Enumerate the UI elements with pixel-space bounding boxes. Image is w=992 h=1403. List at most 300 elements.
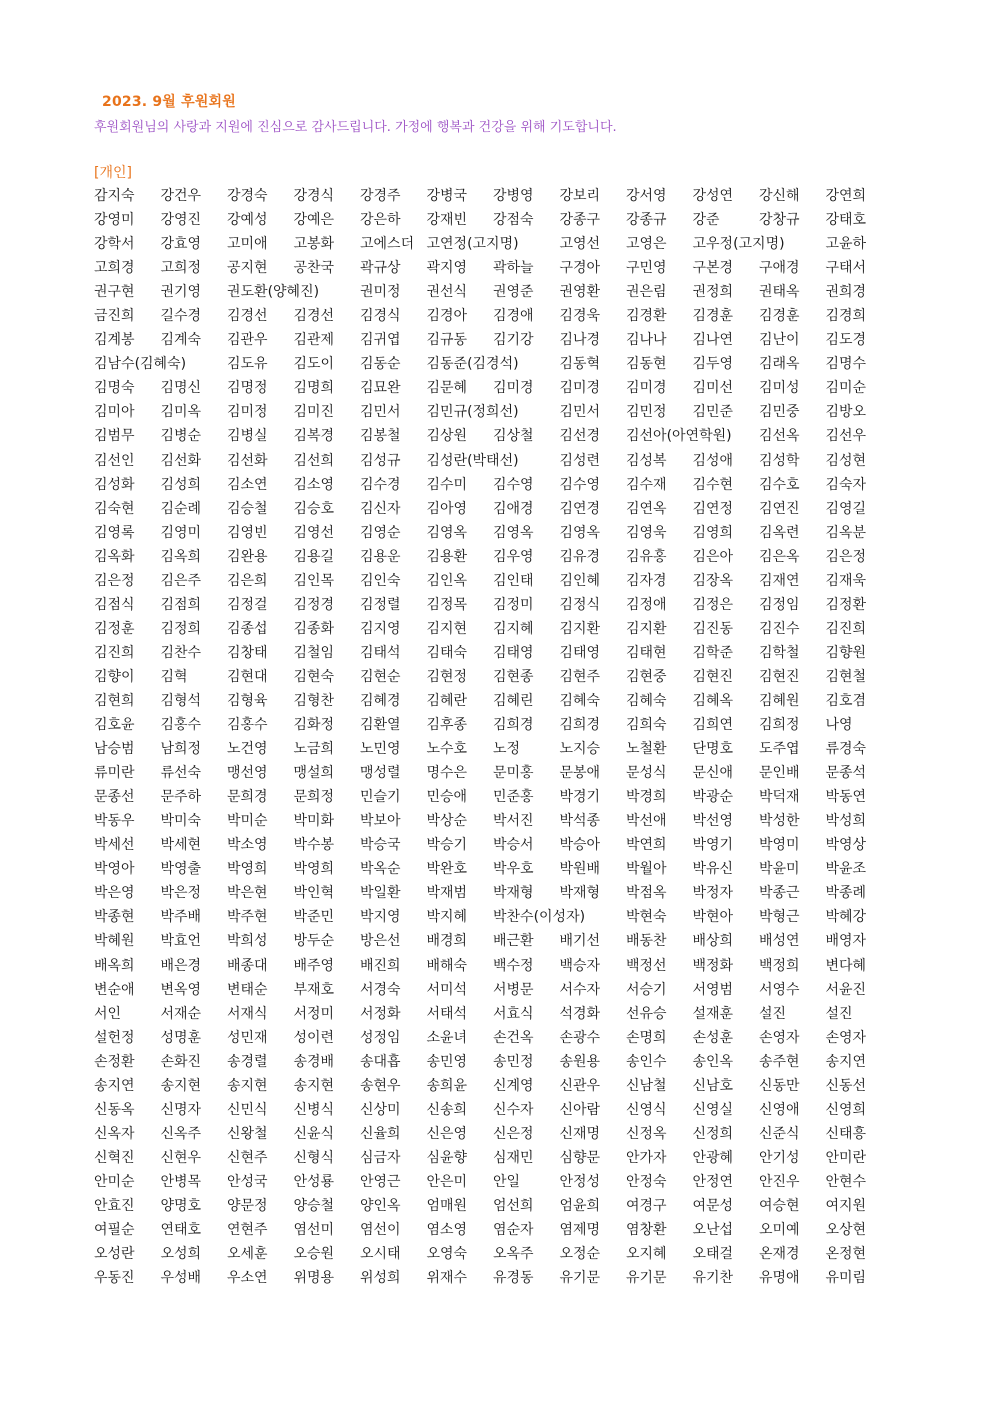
donor-name: 박재형 xyxy=(493,885,534,902)
donor-name: 김지환 xyxy=(559,620,601,637)
donor-name: 김귀엽 xyxy=(360,332,401,349)
name-row xyxy=(94,907,894,931)
donor-name: 김옥분 xyxy=(825,524,867,541)
donor-name: 김진동 xyxy=(692,620,734,637)
donor-name: 단명호 xyxy=(692,741,734,758)
donor-name: 박지영 xyxy=(360,909,401,926)
donor-name: 박종례 xyxy=(825,885,867,902)
donor-name: 김학철 xyxy=(759,644,800,661)
donor-name: 김재욱 xyxy=(825,572,867,589)
donor-name: 연현주 xyxy=(227,1222,268,1239)
donor-name: 박승기 xyxy=(426,837,468,854)
donor-name: 방은선 xyxy=(360,933,401,950)
name-row xyxy=(94,1028,894,1052)
donor-name: 김희연 xyxy=(692,717,734,734)
donor-name: 김영옥 xyxy=(493,524,534,541)
name-row xyxy=(94,835,894,859)
name-row xyxy=(94,547,894,571)
donor-name: 김정걸 xyxy=(227,596,268,613)
donor-name: 오시태 xyxy=(360,1246,401,1263)
donor-name: 백정선 xyxy=(626,957,667,974)
donor-name: 김수미 xyxy=(426,476,468,493)
donor-name: 안효진 xyxy=(94,1197,135,1214)
donor-name: 송경배 xyxy=(293,1053,335,1070)
donor-name: 백승자 xyxy=(559,957,601,974)
donor-name: 김희숙 xyxy=(626,717,667,734)
donor-name: 백정화 xyxy=(692,957,734,974)
donor-name: 김소연 xyxy=(227,476,268,493)
donor-name: 안성룡 xyxy=(293,1173,335,1190)
donor-name: 박형근 xyxy=(759,909,800,926)
donor-name: 명수은 xyxy=(426,765,468,782)
donor-name: 서영범 xyxy=(692,981,734,998)
donor-name: 심윤향 xyxy=(426,1149,468,1166)
donor-name: 남희정 xyxy=(160,741,202,758)
donor-name: 오정순 xyxy=(559,1246,601,1263)
donor-name: 강태호 xyxy=(825,212,867,229)
donor-name: 성명훈 xyxy=(160,1029,202,1046)
name-row xyxy=(94,258,894,282)
donor-name: 김호겸 xyxy=(825,692,867,709)
donor-name: 신준식 xyxy=(759,1125,800,1142)
donor-name: 박영출 xyxy=(160,861,202,878)
donor-name: 신남호 xyxy=(692,1077,734,1094)
donor-name: 박현숙 xyxy=(626,909,667,926)
donor-name: 권도환(양혜진) xyxy=(227,284,320,301)
donor-name: 김우영 xyxy=(493,548,534,565)
donor-name: 신현우 xyxy=(160,1149,202,1166)
donor-name: 신혁진 xyxy=(94,1149,135,1166)
donor-name: 김은정 xyxy=(94,572,135,589)
donor-name: 권정희 xyxy=(692,284,734,301)
donor-name: 신정희 xyxy=(692,1125,734,1142)
donor-name: 김진수 xyxy=(759,620,800,637)
donor-name: 안정숙 xyxy=(626,1173,667,1190)
donor-name: 신은정 xyxy=(493,1125,534,1142)
name-row xyxy=(94,811,894,835)
donor-name: 강신해 xyxy=(759,188,800,204)
donor-name: 박현아 xyxy=(692,909,734,926)
donor-name: 김도경 xyxy=(825,332,867,349)
donor-name: 신상미 xyxy=(360,1101,401,1118)
donor-name: 김혁 xyxy=(160,668,188,685)
donor-name: 배기선 xyxy=(559,933,601,950)
donor-name: 심재민 xyxy=(493,1149,534,1166)
donor-name: 석경화 xyxy=(559,1005,601,1022)
name-row xyxy=(94,1196,894,1220)
donor-name: 유기찬 xyxy=(692,1270,734,1287)
donor-name: 신현주 xyxy=(227,1149,268,1166)
donor-name: 신수자 xyxy=(493,1101,534,1118)
donor-name: 안가자 xyxy=(626,1149,667,1166)
donor-name: 김나나 xyxy=(626,332,667,349)
donor-name: 문미홍 xyxy=(493,765,534,782)
donor-name: 김장옥 xyxy=(692,572,734,589)
name-row xyxy=(94,787,894,811)
donor-name: 배종대 xyxy=(227,957,268,974)
document-subtitle: 후원회원님의 사랑과 지원에 진심으로 감사드립니다. 가정에 행복과 건강을 위해 기도합니다. xyxy=(94,120,617,135)
donor-name: 부재호 xyxy=(293,981,335,998)
donor-name: 김진희 xyxy=(825,620,867,637)
donor-name: 김도이 xyxy=(293,356,335,373)
donor-name: 김성희 xyxy=(160,476,202,493)
donor-name: 권은림 xyxy=(626,284,667,301)
donor-name: 류미란 xyxy=(94,765,135,782)
donor-name: 문신애 xyxy=(692,765,734,782)
donor-name: 김승호 xyxy=(293,500,335,517)
donor-name: 김현중 xyxy=(626,668,667,685)
donor-name: 양명호 xyxy=(160,1197,202,1214)
donor-name: 송지연 xyxy=(825,1053,867,1070)
donor-name: 김경훈 xyxy=(759,308,800,325)
donor-name: 박미화 xyxy=(293,813,335,830)
donor-name: 곽지영 xyxy=(426,260,468,277)
donor-name: 강예은 xyxy=(293,212,335,229)
donor-name: 온재경 xyxy=(759,1246,800,1263)
donor-name: 고영선 xyxy=(559,236,601,253)
donor-name: 김나연 xyxy=(692,332,734,349)
donor-name: 염제명 xyxy=(559,1222,601,1239)
donor-name: 문봉애 xyxy=(559,765,601,782)
donor-name: 배경희 xyxy=(426,933,468,950)
donor-name: 백정희 xyxy=(759,957,800,974)
donor-name: 안성국 xyxy=(227,1173,268,1190)
donor-name: 여필순 xyxy=(94,1222,135,1239)
donor-name: 김도유 xyxy=(227,356,268,373)
donor-name: 서경숙 xyxy=(360,981,401,998)
donor-name: 서태석 xyxy=(426,1005,468,1022)
donor-name: 박종현 xyxy=(94,909,135,926)
donor-name: 김진희 xyxy=(94,644,135,661)
donor-name: 강예성 xyxy=(227,212,268,229)
donor-name: 변옥영 xyxy=(160,981,202,998)
donor-name: 강학서 xyxy=(94,236,135,253)
donor-name: 김미경 xyxy=(559,380,601,397)
donor-name: 김인혜 xyxy=(559,572,601,589)
donor-name: 박광순 xyxy=(692,789,734,806)
donor-name: 변다혜 xyxy=(825,957,867,974)
name-row xyxy=(94,1076,894,1100)
donor-name: 박보아 xyxy=(360,813,401,830)
donor-name: 김정임 xyxy=(759,596,800,613)
donor-name: 노금희 xyxy=(293,741,335,758)
donor-name: 송인옥 xyxy=(692,1053,734,1070)
donor-name: 강경주 xyxy=(360,188,401,204)
donor-name: 김화정 xyxy=(293,717,335,734)
donor-name: 신병식 xyxy=(293,1101,335,1118)
donor-name: 박세현 xyxy=(160,837,202,854)
donor-name: 안미란 xyxy=(825,1149,867,1166)
donor-name: 고희경 xyxy=(94,260,135,277)
donor-name: 김태영 xyxy=(493,644,534,661)
donor-name: 김경식 xyxy=(360,308,401,325)
name-row xyxy=(94,523,894,547)
donor-name: 신태흥 xyxy=(825,1125,867,1142)
donor-name: 설재훈 xyxy=(692,1005,734,1022)
donor-name: 김영미 xyxy=(160,524,202,541)
donor-name: 변순애 xyxy=(94,981,135,998)
donor-name: 김미성 xyxy=(759,380,800,397)
donor-name: 강영진 xyxy=(160,212,202,229)
donor-name: 맹성렬 xyxy=(360,765,401,782)
donor-name: 강영미 xyxy=(94,212,135,229)
donor-name: 김영욱 xyxy=(626,524,667,541)
donor-name: 도주엽 xyxy=(759,741,800,758)
donor-name: 김영길 xyxy=(825,500,867,517)
donor-name: 박인혁 xyxy=(293,885,335,902)
donor-name: 문성식 xyxy=(626,765,667,782)
donor-name: 강연희 xyxy=(825,188,867,204)
donor-name: 신민식 xyxy=(227,1101,268,1118)
donor-name: 김학준 xyxy=(692,644,734,661)
donor-name: 박미순 xyxy=(227,813,268,830)
donor-name: 박준민 xyxy=(293,909,335,926)
donor-name: 김성현 xyxy=(825,452,867,469)
donor-name: 김현진 xyxy=(759,668,800,685)
donor-name: 송현우 xyxy=(360,1077,401,1094)
donor-name: 박은정 xyxy=(160,885,202,902)
donor-name: 맹선영 xyxy=(227,765,268,782)
donor-name: 선유승 xyxy=(626,1005,667,1022)
donor-name: 김복경 xyxy=(293,428,335,445)
donor-name: 김혜숙 xyxy=(626,692,667,709)
donor-name: 염선이 xyxy=(360,1222,401,1239)
donor-name: 송민정 xyxy=(493,1053,534,1070)
donor-name: 김래옥 xyxy=(759,356,800,373)
donor-name: 박옥순 xyxy=(360,861,401,878)
donor-name: 김민정 xyxy=(626,404,667,421)
donor-name: 김현순 xyxy=(360,668,401,685)
donor-name: 박경희 xyxy=(626,789,667,806)
name-row xyxy=(94,643,894,667)
name-row xyxy=(94,739,894,763)
donor-name: 여경구 xyxy=(626,1197,667,1214)
donor-name: 박혜원 xyxy=(94,933,135,950)
name-row xyxy=(94,715,894,739)
donor-name: 권영환 xyxy=(559,284,601,301)
donor-name: 손광수 xyxy=(559,1029,601,1046)
donor-name: 박지혜 xyxy=(426,909,468,926)
donor-name: 노건영 xyxy=(227,741,268,758)
donor-name: 박완호 xyxy=(426,861,468,878)
donor-name: 신송희 xyxy=(426,1101,468,1118)
donor-name: 염창환 xyxy=(626,1222,667,1239)
donor-name: 김민중 xyxy=(759,404,800,421)
donor-name: 민준홍 xyxy=(493,789,534,806)
donor-name: 김기강 xyxy=(493,332,534,349)
donor-name: 곽규상 xyxy=(360,260,401,277)
donor-name: 소윤녀 xyxy=(426,1029,468,1046)
donor-name: 문희경 xyxy=(227,789,268,806)
donor-name: 오태걸 xyxy=(692,1246,734,1263)
donor-name: 신남철 xyxy=(626,1077,667,1094)
donor-name: 양승철 xyxy=(293,1197,335,1214)
donor-name: 심향문 xyxy=(559,1149,601,1166)
donor-name: 배영자 xyxy=(825,933,867,950)
donor-name: 김정경 xyxy=(293,596,335,613)
donor-name: 권희경 xyxy=(825,284,867,301)
donor-name: 김숙현 xyxy=(94,500,135,517)
donor-name: 구본경 xyxy=(692,260,734,277)
name-row xyxy=(94,980,894,1004)
donor-name: 김난이 xyxy=(759,332,800,349)
donor-name: 오난섭 xyxy=(692,1222,734,1239)
donor-name: 김종섭 xyxy=(227,620,268,637)
donor-name: 성정임 xyxy=(360,1029,401,1046)
donor-name: 박일환 xyxy=(360,885,401,902)
name-row xyxy=(94,667,894,691)
donor-name: 박영희 xyxy=(293,861,335,878)
donor-name: 김정희 xyxy=(160,620,202,637)
donor-name: 김태석 xyxy=(360,644,401,661)
donor-name: 강종구 xyxy=(559,212,601,229)
donor-name: 김미순 xyxy=(825,380,867,397)
donor-name: 박영기 xyxy=(692,837,734,854)
name-row xyxy=(94,1052,894,1076)
donor-name: 송지현 xyxy=(293,1077,335,1094)
name-row xyxy=(94,451,894,475)
donor-name: 서정미 xyxy=(293,1005,335,1022)
donor-name: 신동옥 xyxy=(94,1101,135,1118)
donor-name: 변태순 xyxy=(227,981,268,998)
donor-name: 여승현 xyxy=(759,1197,800,1214)
donor-name: 신동선 xyxy=(825,1077,867,1094)
donor-name: 공지현 xyxy=(227,260,268,277)
donor-name: 박미숙 xyxy=(160,813,202,830)
donor-name: 문종선 xyxy=(94,789,135,806)
donor-name: 오미예 xyxy=(759,1222,800,1239)
donor-name: 김선화 xyxy=(160,452,202,469)
name-row xyxy=(94,1172,894,1196)
donor-name: 신재명 xyxy=(559,1125,601,1142)
donor-name: 강병영 xyxy=(493,188,534,204)
donor-name: 강은하 xyxy=(360,212,401,229)
donor-name: 김영옥 xyxy=(559,524,601,541)
donor-name: 길수경 xyxy=(160,308,202,325)
donor-name: 공찬국 xyxy=(293,260,335,277)
donor-name: 고영은 xyxy=(626,236,667,253)
donor-name: 권태옥 xyxy=(759,284,800,301)
donor-name: 박주배 xyxy=(160,909,202,926)
donor-name: 구민영 xyxy=(626,260,667,277)
donor-name: 김성복 xyxy=(626,452,667,469)
donor-name: 신윤식 xyxy=(293,1125,335,1142)
donor-name: 김혜린 xyxy=(493,692,534,709)
donor-name: 서효식 xyxy=(493,1005,534,1022)
donor-name: 박영미 xyxy=(759,837,800,854)
donor-name: 김점식 xyxy=(94,596,135,613)
name-row xyxy=(94,354,894,378)
donor-name: 김현숙 xyxy=(293,668,335,685)
donor-name: 김연경 xyxy=(559,500,601,517)
donor-name: 박서진 xyxy=(493,813,534,830)
donor-name: 감지숙 xyxy=(94,188,135,204)
donor-name: 박유신 xyxy=(692,861,734,878)
donor-name: 박정자 xyxy=(692,885,734,902)
donor-name: 김미옥 xyxy=(160,404,202,421)
donor-name: 오영숙 xyxy=(426,1246,468,1263)
donor-name: 신옥주 xyxy=(160,1125,202,1142)
donor-name: 강경식 xyxy=(293,188,335,204)
donor-name: 김인태 xyxy=(493,572,534,589)
donor-name: 김호윤 xyxy=(94,717,135,734)
donor-name: 오성희 xyxy=(160,1246,202,1263)
donor-name: 서인 xyxy=(94,1005,122,1022)
donor-name: 안일 xyxy=(493,1173,521,1190)
donor-name: 문주하 xyxy=(160,789,202,806)
donor-name: 여문성 xyxy=(692,1197,734,1214)
donor-name: 김규동 xyxy=(426,332,468,349)
donor-name: 강점숙 xyxy=(493,212,534,229)
donor-name: 김수경 xyxy=(360,476,401,493)
donor-name: 김성애 xyxy=(692,452,734,469)
donor-name: 김영희 xyxy=(692,524,734,541)
donor-name: 성이련 xyxy=(293,1029,335,1046)
donor-name: 김병순 xyxy=(160,428,202,445)
donor-name-grid xyxy=(94,186,894,1292)
donor-name: 서승기 xyxy=(626,981,667,998)
donor-name: 안미순 xyxy=(94,1173,135,1190)
donor-name: 김숙자 xyxy=(825,476,867,493)
donor-name: 위재수 xyxy=(426,1270,468,1287)
donor-name: 심금자 xyxy=(360,1149,401,1166)
donor-name: 박세선 xyxy=(94,837,135,854)
donor-name: 맹설희 xyxy=(293,765,335,782)
donor-name: 박동우 xyxy=(94,813,135,830)
donor-name: 양인옥 xyxy=(360,1197,401,1214)
donor-name: 김인목 xyxy=(293,572,335,589)
donor-name: 노지승 xyxy=(559,741,601,758)
donor-name: 김경희 xyxy=(825,308,867,325)
donor-name: 박성한 xyxy=(759,813,800,830)
donor-name: 김은정 xyxy=(825,548,867,565)
donor-name: 김지혜 xyxy=(493,620,534,637)
donor-name: 김태현 xyxy=(626,644,667,661)
name-row xyxy=(94,931,894,955)
donor-name: 김혜원 xyxy=(759,692,800,709)
donor-name: 김아영 xyxy=(426,500,468,517)
donor-name: 김경환 xyxy=(626,308,667,325)
donor-name: 김정렬 xyxy=(360,596,401,613)
donor-name: 김지환 xyxy=(626,620,667,637)
donor-name: 배동찬 xyxy=(626,933,667,950)
name-row xyxy=(94,1268,894,1292)
name-row xyxy=(94,475,894,499)
name-row xyxy=(94,210,894,234)
donor-name: 김현철 xyxy=(825,668,867,685)
donor-name: 김정환 xyxy=(825,596,867,613)
donor-name: 송희윤 xyxy=(426,1077,468,1094)
donor-name: 김성규 xyxy=(360,452,401,469)
donor-name: 김민규(정희선) xyxy=(426,404,519,421)
donor-name: 박은영 xyxy=(94,885,135,902)
donor-name: 김선희 xyxy=(293,452,335,469)
donor-name: 김미선 xyxy=(692,380,734,397)
donor-name: 오승원 xyxy=(293,1246,335,1263)
donor-name: 김홍수 xyxy=(160,717,202,734)
donor-name: 위성희 xyxy=(360,1270,401,1287)
donor-name: 문희정 xyxy=(293,789,335,806)
name-row xyxy=(94,1004,894,1028)
donor-name: 김미경 xyxy=(493,380,534,397)
donor-name: 박주현 xyxy=(227,909,268,926)
donor-name: 김성화 xyxy=(94,476,135,493)
donor-name: 김은주 xyxy=(160,572,202,589)
name-row xyxy=(94,186,894,210)
donor-name: 박영희 xyxy=(227,861,268,878)
donor-name: 엄매원 xyxy=(426,1197,468,1214)
donor-name: 우동진 xyxy=(94,1270,135,1287)
